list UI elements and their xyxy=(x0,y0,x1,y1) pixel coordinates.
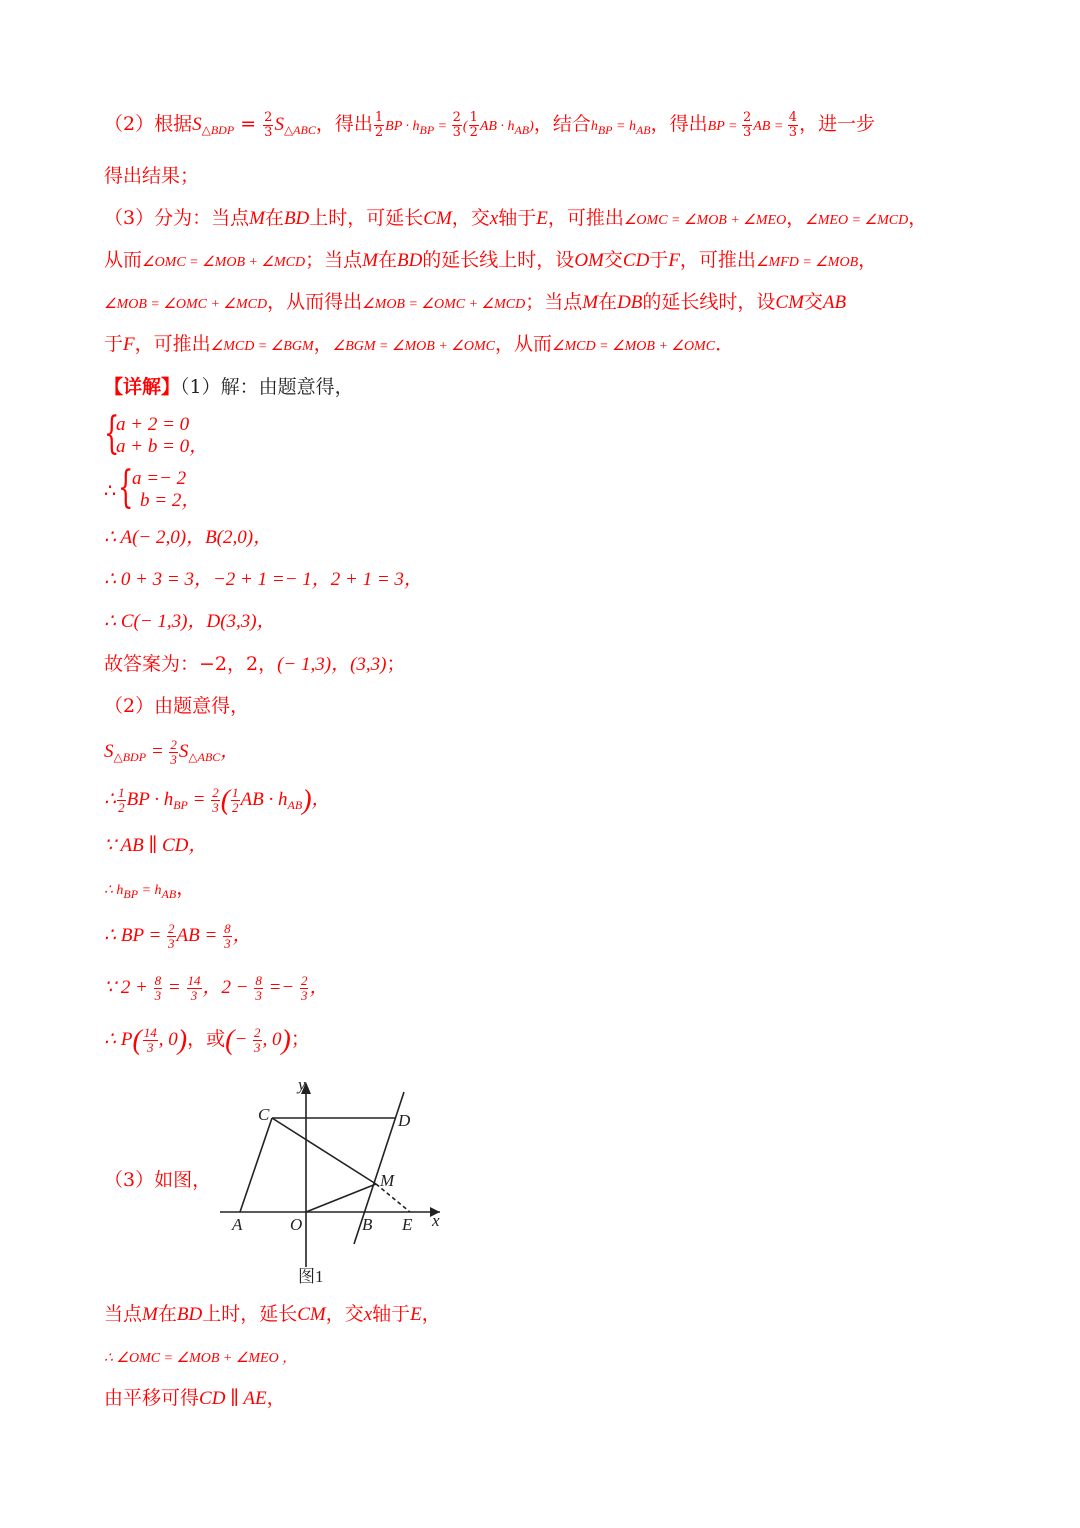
text: ， xyxy=(908,207,928,229)
fraction xyxy=(788,111,798,140)
denominator: 2 xyxy=(469,124,478,140)
solution-line-A-B xyxy=(104,522,1020,554)
fraction xyxy=(300,974,309,1003)
text: 上时，延长 xyxy=(202,1303,298,1325)
fraction xyxy=(223,922,232,951)
math: AB xyxy=(822,292,847,313)
equation: a =− 2 xyxy=(132,468,187,489)
solution-heading xyxy=(104,371,1020,403)
numerator: 4 xyxy=(788,109,798,125)
subscript: △ABC xyxy=(188,750,221,764)
math: ，2 − xyxy=(202,977,254,998)
solution-line-C-D xyxy=(104,606,1020,638)
text: 故答案为：−2，2， xyxy=(104,653,278,675)
text: ，得出 xyxy=(315,113,373,135)
math: E xyxy=(536,208,548,229)
subscript: AB xyxy=(287,798,303,812)
denominator: 3 xyxy=(224,936,231,952)
geometry-figure xyxy=(200,1072,460,1292)
text: 交 xyxy=(603,249,623,271)
fraction xyxy=(263,111,273,140)
math: BD xyxy=(283,208,310,229)
text: ∵ AB ∥ CD， xyxy=(104,835,208,856)
math: = xyxy=(434,119,451,134)
analysis-line-2b xyxy=(104,160,1020,192)
math: = xyxy=(146,741,169,762)
subscript: BP xyxy=(173,798,188,812)
numerator: 2 xyxy=(300,973,308,989)
math: ∴ h xyxy=(104,883,124,898)
text: ；当点 xyxy=(525,291,583,313)
math: DB xyxy=(617,292,643,313)
numerator: 8 xyxy=(224,921,231,937)
brace-symbol: { xyxy=(118,462,134,513)
numerator: 8 xyxy=(255,973,262,989)
text: ，可推出 xyxy=(679,249,756,271)
paren: ) xyxy=(177,1025,188,1056)
text: ；当点 xyxy=(305,249,363,271)
text: 由平移可得 xyxy=(104,1387,200,1409)
text: 上时，可延长 xyxy=(309,207,424,229)
solution-line-answer xyxy=(104,648,1020,681)
label-C: C xyxy=(258,1105,270,1124)
text: 得出结果； xyxy=(104,165,200,187)
denominator: 3 xyxy=(168,936,175,952)
numerator: 1 xyxy=(374,109,384,125)
equation-system-2 xyxy=(104,462,364,514)
math: , 0 xyxy=(262,1029,282,1050)
text: ，交 xyxy=(325,1303,364,1325)
segment-CM xyxy=(272,1118,376,1184)
text: ； xyxy=(386,653,406,675)
fraction xyxy=(231,786,240,815)
math: CM xyxy=(423,208,452,229)
figure-svg xyxy=(200,1072,460,1272)
numerator: 2 xyxy=(254,1025,261,1041)
solution-line-angle xyxy=(104,1340,1020,1375)
numerator: 14 xyxy=(143,1025,157,1041)
fraction xyxy=(742,111,752,140)
fraction xyxy=(117,786,126,815)
math: ∵ 2 + xyxy=(104,977,153,998)
text: ∴ C(− 1,3)，D(3,3)， xyxy=(104,611,276,632)
text: ， xyxy=(311,789,331,810)
denominator: 2 xyxy=(232,800,239,816)
fraction xyxy=(154,974,163,1003)
math: ∠OMC = ∠MOB + ∠MCD xyxy=(142,255,306,270)
text: ，可推出 xyxy=(547,207,624,229)
therefore-symbol: ∴ xyxy=(104,480,117,502)
system-row xyxy=(132,490,200,512)
fraction xyxy=(187,974,202,1003)
math: BD xyxy=(396,250,423,271)
text: 于 xyxy=(649,249,669,271)
solution-line-area-expand xyxy=(104,784,1020,821)
fraction xyxy=(211,786,220,815)
label-B: B xyxy=(362,1215,373,1234)
text: = xyxy=(234,113,263,135)
text: 的延长线时，设 xyxy=(642,291,776,313)
text: ， xyxy=(266,1387,286,1409)
math: F xyxy=(123,334,135,355)
math: − xyxy=(234,1029,253,1050)
text: 轴于 xyxy=(372,1303,411,1325)
solution-line-case-1 xyxy=(104,1298,1020,1331)
system-rows xyxy=(132,468,200,512)
analysis-line-2 xyxy=(104,108,1020,146)
subscript: BP xyxy=(419,123,435,137)
text: 在 xyxy=(157,1303,177,1325)
math: CM xyxy=(297,1304,326,1325)
label-x: x xyxy=(432,1211,440,1230)
math: ∠MOB = ∠OMC + ∠MCD xyxy=(104,297,268,312)
fraction xyxy=(452,111,462,140)
text: ， xyxy=(220,741,240,762)
math: ∠BGM = ∠MOB + ∠OMC xyxy=(332,339,495,354)
math: ∠OMC = ∠MOB + ∠MEO xyxy=(623,213,787,228)
analysis-line-3 xyxy=(104,202,1020,237)
numerator: 2 xyxy=(452,109,461,125)
text: 的延长线上时，设 xyxy=(422,249,575,271)
math: ∠MCD = ∠MOB + ∠OMC xyxy=(551,339,716,354)
math: = xyxy=(187,789,211,810)
subscript: △ABC xyxy=(283,123,316,137)
numerator: 14 xyxy=(187,973,201,989)
text: 在 xyxy=(264,207,284,229)
subscript: △BDP xyxy=(201,123,235,137)
solution-line-area xyxy=(104,736,1020,773)
math: BP · h xyxy=(385,119,420,134)
detail-tag: 【详解】 xyxy=(104,376,181,398)
analysis-line-4 xyxy=(104,244,1020,279)
text: 当点 xyxy=(104,1303,143,1325)
subscript: BP xyxy=(123,887,139,901)
text: （1）解：由题意得， xyxy=(180,376,354,398)
math: S xyxy=(104,741,114,762)
fraction xyxy=(167,922,176,951)
math: AB = xyxy=(753,119,787,134)
math: S xyxy=(178,741,189,762)
fraction xyxy=(254,974,263,1003)
text: ，得出 xyxy=(650,113,708,135)
text: ，结合 xyxy=(533,113,591,135)
label-E: E xyxy=(402,1215,413,1234)
math: (− 1,3)，(3,3) xyxy=(277,654,387,675)
math: ) xyxy=(529,119,534,134)
math: x xyxy=(363,1304,373,1325)
text: （3）如图， xyxy=(104,1169,212,1191)
text: 从而 xyxy=(104,249,143,271)
math: h xyxy=(590,119,598,134)
math: x xyxy=(489,208,499,229)
math: F xyxy=(668,250,680,271)
paren: ( xyxy=(220,785,231,816)
math: BP = xyxy=(707,119,741,134)
numerator: 8 xyxy=(154,973,162,989)
denominator: 3 xyxy=(452,124,461,140)
numerator: 2 xyxy=(170,737,177,753)
equation: a + b = 0 xyxy=(116,436,190,457)
denominator: 3 xyxy=(742,124,752,140)
symbol: S xyxy=(192,114,202,135)
text: ，可推出 xyxy=(134,333,211,355)
equation: a + 2 = 0 xyxy=(116,414,190,435)
text: ， xyxy=(189,436,209,457)
solution-line-p-result xyxy=(104,1024,1020,1057)
math: AB = xyxy=(176,925,223,946)
text: ，从而得出 xyxy=(267,291,363,313)
text: ，进一步 xyxy=(799,113,876,135)
denominator: 3 xyxy=(255,988,262,1004)
math: = h xyxy=(138,883,162,898)
math: E xyxy=(410,1304,422,1325)
math: CD xyxy=(622,250,650,271)
text: 在 xyxy=(377,249,397,271)
fraction xyxy=(374,111,384,140)
solution-line-parallel xyxy=(104,830,1020,862)
label-O: O xyxy=(290,1215,303,1234)
solution-line-bp xyxy=(104,920,1020,952)
denominator: 3 xyxy=(154,988,162,1004)
label-D: D xyxy=(398,1111,411,1130)
fraction xyxy=(143,1026,158,1055)
math: OM xyxy=(574,250,604,271)
figure-caption: 图1 xyxy=(298,1267,324,1286)
solution-line-heights xyxy=(104,872,1020,910)
denominator: 2 xyxy=(118,800,125,816)
denominator: 3 xyxy=(212,800,219,816)
text: ； xyxy=(290,1029,310,1050)
denominator: 3 xyxy=(147,1040,154,1056)
analysis-line-6 xyxy=(104,328,1020,363)
solution-line-p-calc xyxy=(104,972,1020,1004)
denominator: 3 xyxy=(788,124,798,140)
symbol: S xyxy=(274,114,284,135)
fraction xyxy=(169,738,178,767)
paren: ( xyxy=(132,1025,142,1056)
numerator: 1 xyxy=(469,109,478,125)
subscript: AB xyxy=(514,123,530,137)
brace-symbol: { xyxy=(104,408,120,459)
denominator: 3 xyxy=(300,988,308,1004)
numerator: 2 xyxy=(168,921,175,937)
math: =− xyxy=(263,977,299,998)
text: 交 xyxy=(803,291,823,313)
text: （3）分为：当点 xyxy=(104,207,250,229)
math: BP · h xyxy=(126,789,174,810)
denominator: 3 xyxy=(190,988,198,1004)
math: BD xyxy=(176,1304,203,1325)
analysis-line-5 xyxy=(104,286,1020,321)
text: ∴ A(− 2,0)，B(2,0)， xyxy=(104,527,273,548)
denominator: 3 xyxy=(264,124,273,140)
label-M: M xyxy=(380,1171,395,1190)
math: M xyxy=(362,250,378,271)
system-rows xyxy=(116,414,208,458)
system-row xyxy=(116,414,208,436)
text: ． xyxy=(715,333,735,355)
math: = xyxy=(163,977,186,998)
system-row xyxy=(132,468,200,490)
text: 于 xyxy=(104,333,124,355)
subscript: AB xyxy=(161,887,177,901)
part-3-heading xyxy=(104,1164,211,1196)
numerator: 1 xyxy=(232,785,239,801)
math: = h xyxy=(612,119,636,134)
math: AB · h xyxy=(479,119,515,134)
paren: ) xyxy=(281,1025,291,1056)
math: ∴ ∠OMC = ∠MOB + ∠MEO ， xyxy=(104,1351,297,1366)
text: ∴ 0 + 3 = 3，−2 + 1 =− 1，2 + 1 = 3， xyxy=(104,569,423,590)
math: CD ∥ AE xyxy=(199,1388,267,1409)
denominator: 3 xyxy=(254,1040,261,1056)
numerator: 1 xyxy=(118,785,125,801)
segment-AC xyxy=(240,1118,272,1212)
numerator: 2 xyxy=(264,109,273,125)
label-y: y xyxy=(298,1075,306,1094)
math: ∠MOB = ∠OMC + ∠MCD xyxy=(362,297,526,312)
numerator: 2 xyxy=(212,785,219,801)
paren: ) xyxy=(302,785,312,816)
text: （2）由题意得， xyxy=(104,695,250,717)
denominator: 3 xyxy=(170,752,177,768)
label-A: A xyxy=(232,1215,243,1234)
text: ， xyxy=(181,490,201,511)
equation-system-1 xyxy=(104,408,364,460)
math: M xyxy=(582,292,599,313)
equation: b = 2 xyxy=(140,490,182,511)
text: ， xyxy=(176,877,196,899)
text: 在 xyxy=(598,291,618,313)
paren: ( xyxy=(225,1025,235,1056)
math: ∠MCD = ∠BGM xyxy=(210,339,314,354)
math: ∴ BP = xyxy=(104,925,167,946)
part-2-heading xyxy=(104,690,1020,722)
text: ， xyxy=(858,249,878,271)
text: ， xyxy=(421,1303,441,1325)
math: AB · h xyxy=(240,789,288,810)
math: ∴ xyxy=(104,789,117,810)
math: M xyxy=(142,1304,158,1325)
text: ，交 xyxy=(451,207,490,229)
math: ( xyxy=(462,119,468,134)
fraction xyxy=(469,111,479,140)
solution-line-translation xyxy=(104,1382,1020,1415)
text: （2）根据 xyxy=(104,113,193,135)
text: ，从而 xyxy=(494,333,552,355)
math: ∠MEO = ∠MCD xyxy=(805,213,909,228)
text: ， xyxy=(232,925,252,946)
math: , 0 xyxy=(158,1029,178,1050)
text: ， xyxy=(786,207,806,229)
fraction xyxy=(253,1026,262,1055)
text: ， xyxy=(309,977,329,998)
numerator: 2 xyxy=(742,109,752,125)
math: CM xyxy=(775,292,804,313)
math: ∴ P xyxy=(104,1029,133,1050)
system-row xyxy=(116,436,208,458)
text: ，或 xyxy=(187,1029,226,1050)
math: M xyxy=(249,208,265,229)
subscript: △BDP xyxy=(113,750,147,764)
denominator: 2 xyxy=(374,124,384,140)
subscript: BP xyxy=(597,123,613,137)
math: ∠MFD = ∠MOB xyxy=(755,255,859,270)
solution-line-calc xyxy=(104,564,1020,596)
text: ， xyxy=(313,333,333,355)
text: 轴于 xyxy=(498,207,537,229)
subscript: AB xyxy=(635,123,651,137)
